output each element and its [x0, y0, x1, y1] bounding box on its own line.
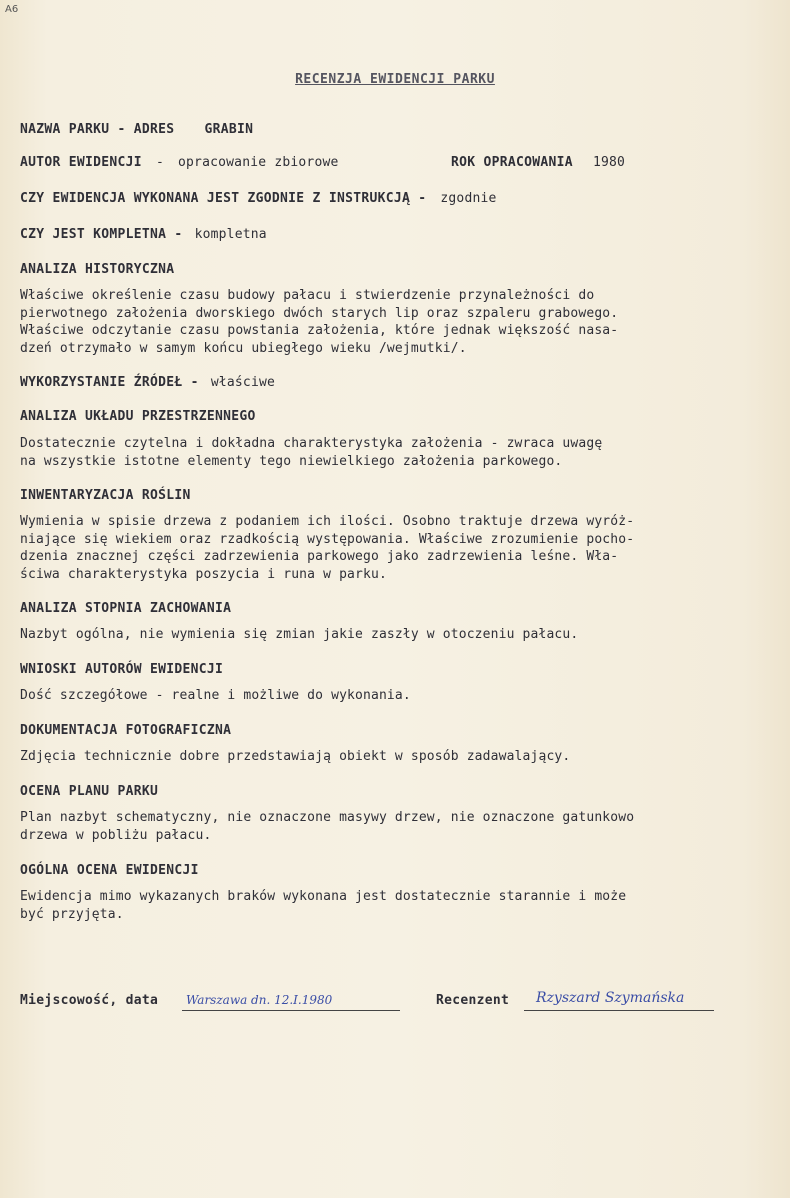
reviewer-signature: Rzyszard Szymańska	[536, 990, 685, 1006]
park-label: NAZWA PARKU - ADRES	[20, 122, 175, 137]
spatial-heading: ANALIZA UKŁADU PRZESTRZENNEGO	[20, 409, 256, 424]
text-line: Ewidencja mimo wykazanych braków wykonana jest dostatecznie starannie i może	[20, 889, 627, 904]
text-line: Właściwe określenie czasu budowy pałacu i stwierdzenie przynależności do	[20, 288, 595, 303]
conclusions-heading: WNIOSKI AUTORÓW EWIDENCJI	[20, 662, 224, 677]
place-date-line	[182, 1009, 400, 1011]
text-line: Dostatecznie czytelna i dokładna charakterystyka założenia - zwraca uwagę	[20, 436, 603, 451]
place-date-handwritten: Warszawa dn. 12.I.1980	[186, 993, 333, 1007]
preservation-text	[20, 626, 720, 644]
instruction-value: zgodnie	[440, 191, 497, 206]
text-line: Nazbyt ogólna, nie wymienia się zmian jakie zaszły w otoczeniu pałacu.	[20, 627, 579, 642]
photos-text	[20, 748, 720, 766]
text-line: niające się wiekiem oraz rzadkością występowania. Właściwe zrozumienie pocho-	[20, 531, 635, 547]
text-line: ściwa charakterystyka poszycia i runa w parku.	[20, 566, 387, 582]
park-value: GRABIN	[204, 122, 254, 137]
text-line: drzewa w pobliżu pałacu.	[20, 827, 212, 843]
plants-heading: INWENTARYZACJA ROŚLIN	[20, 488, 191, 503]
complete-row	[20, 226, 267, 243]
complete-label: CZY JEST KOMPLETNA -	[20, 227, 183, 242]
author-value: opracowanie zbiorowe	[178, 155, 339, 170]
overall-text	[20, 888, 720, 923]
text-line: Właściwe odczytanie czasu powstania założenia, które jednak większość nasa-	[20, 323, 619, 338]
instruction-label: CZY EWIDENCJA WYKONANA JEST ZGODNIE Z INSTRUKCJĄ -	[20, 191, 427, 206]
preservation-heading: ANALIZA STOPNIA ZACHOWANIA	[20, 601, 232, 616]
sources-value: właściwe	[210, 375, 276, 390]
overall-heading: OGÓLNA OCENA EWIDENCJI	[20, 863, 199, 878]
corner-label: A6	[5, 4, 19, 15]
complete-value: kompletna	[194, 227, 267, 242]
text-line: Dość szczegółowe - realne i możliwe do wykonania.	[20, 688, 411, 703]
park-row	[20, 121, 253, 138]
document-title-text: RECENZJA EWIDENCJI PARKU	[295, 72, 495, 87]
text-line: Wymienia w spisie drzewa z podaniem ich ilości. Osobno traktuje drzewa wyróż-	[20, 514, 635, 529]
place-date-label: Miejscowość, data	[20, 993, 159, 1008]
text-line: pierwotnego założenia dworskiego dwóch starych lip oraz szpaleru grabowego.	[20, 305, 619, 321]
plants-text	[20, 513, 720, 583]
author-row: AUTOR EWIDENCJI - opracowanie zbiorowe	[20, 155, 339, 170]
reviewer-label: Recenzent	[436, 993, 510, 1008]
photos-heading: DOKUMENTACJA FOTOGRAFICZNA	[20, 723, 232, 738]
historical-text	[20, 287, 720, 357]
text-line: być przyjęta.	[20, 906, 124, 922]
document-title	[0, 68, 790, 87]
year-row	[451, 154, 625, 171]
author-label: AUTOR EWIDENCJI	[20, 155, 142, 170]
spatial-text	[20, 435, 720, 470]
year-value: 1980	[592, 155, 626, 170]
text-line: dzenia znacznej części zadrzewienia parkowego jako zadrzewienia leśne. Wła-	[20, 549, 619, 564]
text-line: Zdjęcia technicznie dobre przedstawiają obiekt w sposób zadawalający.	[20, 749, 571, 764]
sources-label: WYKORZYSTANIE ŹRÓDEŁ -	[20, 375, 199, 390]
year-label: ROK OPRACOWANIA	[451, 155, 573, 170]
plan-text	[20, 809, 720, 844]
reviewer-line	[524, 1009, 714, 1011]
instruction-row	[20, 190, 497, 207]
sources-row	[20, 374, 275, 391]
text-line: na wszystkie istotne elementy tego niewielkiego założenia parkowego.	[20, 453, 563, 469]
historical-heading: ANALIZA HISTORYCZNA	[20, 262, 175, 277]
text-line: Plan nazbyt schematyczny, nie oznaczone masywy drzew, nie oznaczone gatunkowo	[20, 810, 635, 825]
text-line: dzeń otrzymało w samym końcu ubiegłego wieku /wejmutki/.	[20, 340, 467, 356]
plan-heading: OCENA PLANU PARKU	[20, 784, 159, 799]
conclusions-text	[20, 687, 720, 705]
